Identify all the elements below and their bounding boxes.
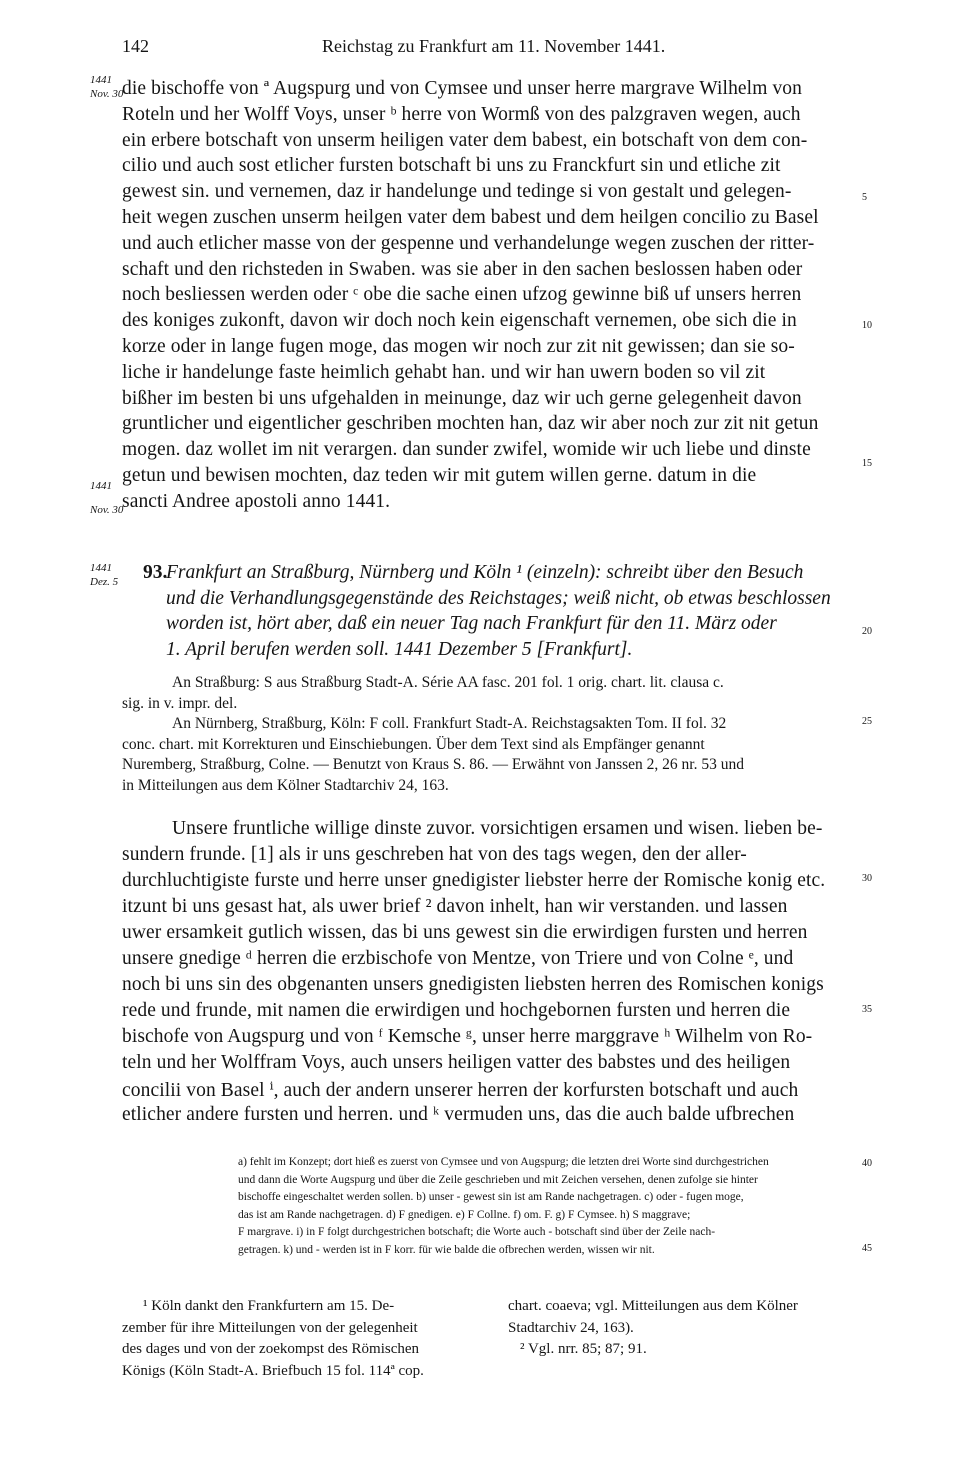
regest-line: und die Verhandlungsgegenstände des Reichstages; weiß nicht, ob etwas beschlossen: [166, 587, 831, 609]
line-number: 45: [862, 1243, 872, 1254]
critical-note-line: a) fehlt im Konzept; dort hieß es zuerst von Cymsee und von Augspurg; die letzten drei Worte sind durchgestrichen: [238, 1156, 769, 1168]
running-title: Reichstag zu Frankfurt am 11. November 1441.: [322, 36, 666, 56]
footnote-line: zember für ihre Mitteilungen von der gelegenheit: [122, 1319, 418, 1336]
text-line: und auch etlicher masse von der gespenne und verhandelunge wegen zuschen der ritter-: [122, 232, 815, 254]
line-number: 30: [862, 873, 872, 884]
footnote-line: ¹ Köln dankt den Frankfurtern am 15. De-: [143, 1298, 395, 1314]
footnote-line: ² Vgl. nrr. 85; 87; 91.: [520, 1341, 647, 1357]
text-line: itzunt bi uns gesast hat, als uwer brief ² davon inhelt, han wir verstanden. und lassen: [122, 896, 788, 917]
text-line: etlicher andere fursten und herren. und ᵏ vermuden uns, das die auch balde ufbrechen: [122, 1104, 795, 1125]
text-line: gewest sin. und vernemen, daz ir handelunge und tedinge si von gestalt und gelegen-: [122, 181, 792, 203]
critical-note-line: das ist am Rande nachgetragen. d) F gnedigen. e) F Collne. f) om. F. g) F Cymsee. h) S maggrave;: [238, 1208, 691, 1221]
regest-line: worden ist, hört aber, daß ein neuer Tag nach Frankfurt für den 11. März oder: [166, 613, 777, 634]
margin-date: Dez. 5: [90, 576, 119, 588]
text-line: getun und bewisen mochten, daz teden wir mit gutem willen gerne. datum in die: [122, 465, 757, 486]
page-number: 142: [122, 36, 149, 56]
margin-date: 1441: [90, 480, 112, 492]
text-line: teln und her Wolffram Voys, auch unsers heiligen vatter des babstes und des heiligen: [122, 1052, 791, 1073]
regest-line: Frankfurt an Straßburg, Nürnberg und Köln ¹ (einzeln): schreibt über den Besuch: [166, 562, 804, 583]
source-note-line: conc. chart. mit Korrekturen und Einschiebungen. Über dem Text sind als Empfänger genannt: [122, 735, 705, 753]
text-line: des koniges zukonft, davon wir doch noch kein eigenschaft vernemen, obe sich die in: [122, 310, 797, 332]
critical-note-line: getragen. k) und - werden ist in F korr. für wie balde die ofbrechen werden, wissen wir nit.: [238, 1244, 655, 1256]
page-header: [122, 36, 856, 64]
footnote-line: des dages und von der zoekompst des Römischen: [122, 1341, 420, 1357]
text-line: bißher im besten bi uns ufgehalden in meinunge, daz wir uch gerne gelegenheit davon: [122, 387, 802, 409]
footnote-line: chart. coaeva; vgl. Mitteilungen aus dem Kölner: [508, 1298, 798, 1314]
line-number: 5: [862, 192, 867, 203]
text-line: gruntlicher und eigentlicher geschriben mochten han, daz wir aber noch zur zit nit getun: [122, 413, 819, 435]
margin-date: Nov. 30: [90, 504, 124, 516]
text-line: rede und frunde, mit namen die erwirdigen und hochgebornen fursten und herren die: [122, 1000, 791, 1021]
text-line: unsere gnedige ᵈ herren die erzbischofe von Mentze, von Triere und von Colne ᵉ, und: [122, 948, 794, 969]
line-number: 15: [862, 458, 872, 469]
text-line: cilio und auch sost etlicher fursten botschaft bi uns zu Franckfurt sin und etliche zit: [122, 155, 781, 177]
text-line: Roteln und her Wolff Voys, unser ᵇ herre von Wormß von des palzgraven wegen, auch: [122, 103, 801, 125]
footnote-line: Königs (Köln Stadt-A. Briefbuch 15 fol. 114ª cop.: [122, 1362, 424, 1379]
source-note-line: An Nürnberg, Straßburg, Köln: F coll. Frankfurt Stadt-A. Reichstagsakten Tom. II fol. 32: [172, 715, 727, 733]
source-note-line: Nuremberg, Straßburg, Colne. — Benutzt von Kraus S. 86. — Erwähnt von Janssen 2, 26 nr. 53 und: [122, 756, 744, 774]
line-number: 20: [862, 626, 872, 637]
text-line: schaft und den richsteden in Swaben. was sie aber in den sachen beslossen haben oder: [122, 258, 803, 280]
text-line: uwer ersamkeit gutlich wissen, das bi uns gewest sin die erwirdigen fursten und herren: [122, 922, 808, 943]
text-line: ein erbere botschaft von unserm heiligen vater dem babest, ein botschaft von dem con-: [122, 129, 808, 151]
text-line: bischofe von Augspurg und von ᶠ Kemsche ᵍ, unser herre marggrave ʰ Wilhelm von Ro-: [122, 1026, 813, 1047]
text-line: Unsere fruntliche willige dinste zuvor. vorsichtigen ersamen und wisen. lieben be-: [172, 818, 823, 839]
source-note-line: An Straßburg: S aus Straßburg Stadt-A. Série AA fasc. 201 fol. 1 orig. chart. lit. clausa c.: [172, 674, 724, 691]
regest-line: 1. April berufen werden soll. 1441 Dezember 5 [Frankfurt].: [166, 638, 633, 660]
line-number: 25: [862, 716, 872, 727]
critical-note-line: F margrave. i) in F folgt durchgestrichen botschaft; die Worte auch - botschaft sind über der Zeile nach-: [238, 1226, 716, 1239]
line-number: 40: [862, 1158, 872, 1169]
margin-date: 1441: [90, 74, 112, 86]
margin-date: 1441: [90, 562, 112, 574]
text-line: liche ir handelunge faste heimlich gehabt han. und wir han uwern boden so vil zit: [122, 361, 766, 383]
text-line: noch bi uns sin des obgenanten unsers gnedigisten liebsten herren des Romischen konigs: [122, 974, 824, 995]
critical-note-line: bischoffe eingeschaltet werden sollen. b) unser - gewest sin ist am Rande nachgetragen. c) oder - fugen moge,: [238, 1191, 744, 1204]
document-number: 93.: [143, 562, 168, 583]
margin-date: Nov. 30: [90, 88, 124, 100]
text-line: durchluchtigiste furste und herre unser gnedigister liebster herre der Romische konig etc.: [122, 870, 826, 891]
source-note-line: in Mitteilungen aus dem Kölner Stadtarchiv 24, 163.: [122, 777, 449, 794]
line-number: 10: [862, 320, 872, 331]
source-note-line: sig. in v. impr. del.: [122, 694, 238, 712]
text-line: sancti Andree apostoli anno 1441.: [122, 490, 391, 512]
text-line: sundern frunde. [1] als ir uns geschreben hat von des tags wegen, den der aller-: [122, 844, 747, 865]
critical-note-line: und dann die Worte Augspurg und über die Zeile geschrieben und mit Zeichen versehen, denen zufolge sie hinter: [238, 1173, 758, 1186]
text-line: heit wegen zuschen unserm heilgen vater dem babest und dem heilgen concilio zu Basel: [122, 207, 819, 228]
line-number: 35: [862, 1004, 872, 1015]
text-line: korze oder in lange fugen moge, das mogen wir noch zur zit nit gewissen; dan sie so-: [122, 336, 795, 357]
text-line: mogen. daz wollet im nit verargen. dan sunder zwifel, womide wir uch liebe und dinste: [122, 439, 811, 461]
text-line: die bischoffe von ª Augspurg und von Cymsee und unser herre margrave Wilhelm von: [122, 78, 802, 99]
footnote-line: Stadtarchiv 24, 163).: [508, 1319, 634, 1336]
text-line: concilii von Basel ⁱ, auch der andern unserer herren der korfursten botschaft und auch: [122, 1080, 799, 1101]
text-line: noch besliessen werden oder ᶜ obe die sache einen ufzog gewinne biß uf unsers herren: [122, 284, 802, 306]
